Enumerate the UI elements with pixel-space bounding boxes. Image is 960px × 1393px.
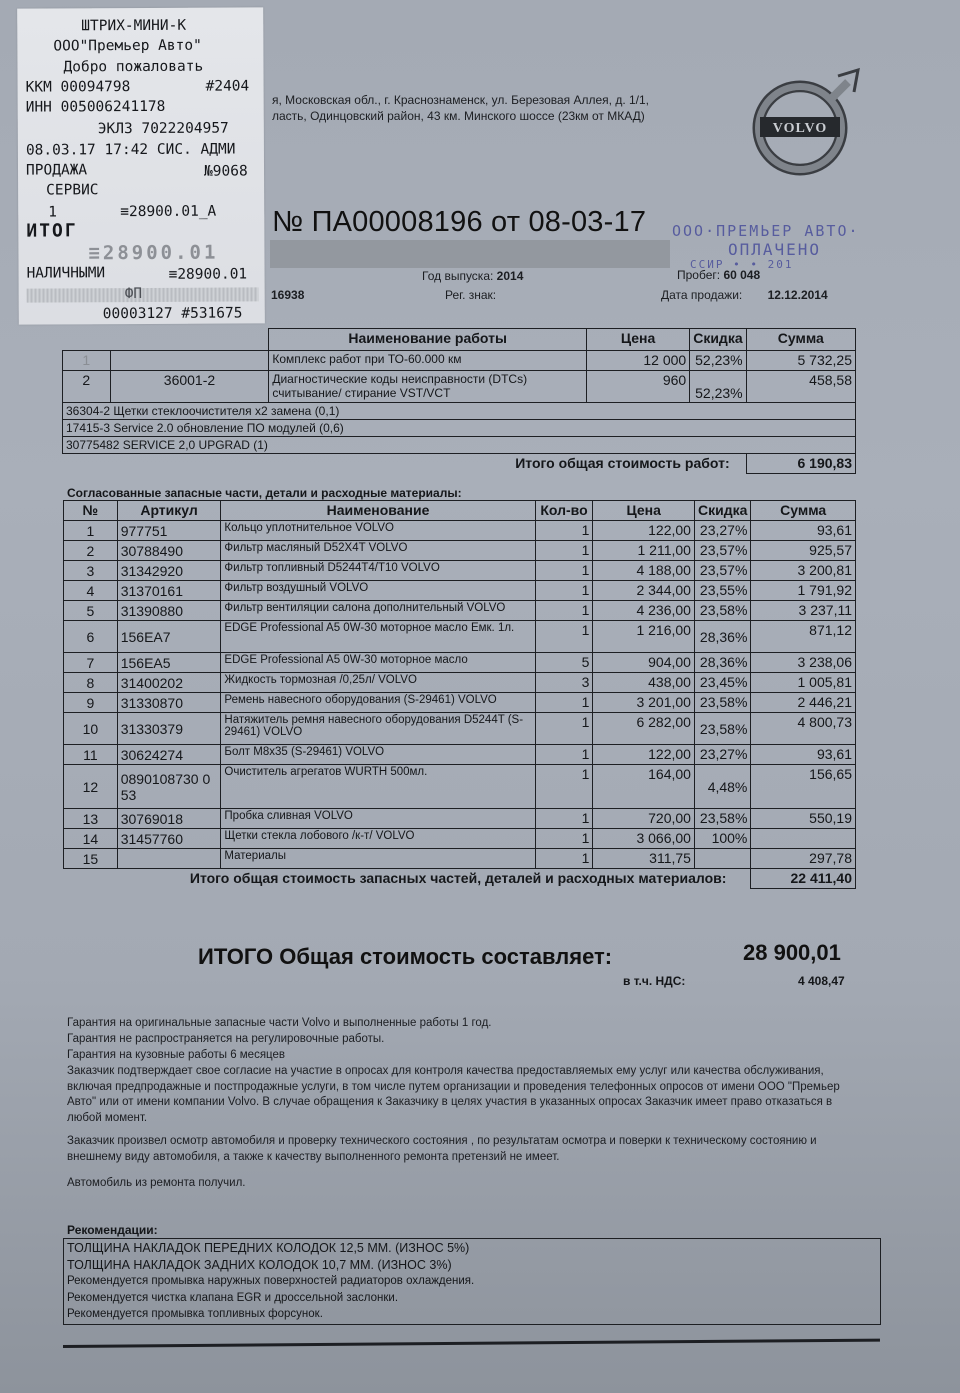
part-price: 2 344,00 — [593, 581, 695, 601]
table-row — [64, 521, 856, 541]
part-qty: 1 — [535, 713, 593, 745]
header-discount: Скидка — [694, 501, 750, 521]
works-total-row — [63, 454, 856, 474]
part-no: 3 — [64, 561, 118, 581]
receipt-greeting: Добро пожаловать — [63, 58, 204, 76]
header-qty: Кол-во — [535, 501, 593, 521]
receipt-fp-label: ФП — [124, 285, 143, 303]
table-row: 1 Комплекс работ при ТО-60.000 км 12 000 52,23% 5 732,25 — [63, 351, 856, 371]
part-name: Щетки стекла лобового /к-т/ VOLVO — [221, 829, 535, 849]
part-price: 1 216,00 — [593, 621, 695, 653]
part-price: 3 066,00 — [593, 829, 695, 849]
part-price: 720,00 — [593, 809, 695, 829]
table-row — [64, 693, 856, 713]
part-sum: 550,19 — [751, 809, 856, 829]
part-sum: 3 200,81 — [751, 561, 856, 581]
receipt-inn: ИНН 005006241178 — [25, 98, 166, 116]
part-qty: 3 — [535, 673, 593, 693]
part-sum: 1 005,81 — [751, 673, 856, 693]
volvo-logo-icon — [746, 62, 864, 180]
recommendations-box — [63, 1238, 881, 1325]
table-row — [64, 601, 856, 621]
part-discount: 23,45% — [694, 673, 750, 693]
part-article: 31400202 — [117, 673, 221, 693]
parts-table — [63, 500, 856, 889]
recommendation-item: Рекомендуется промывка наружных поверхностей радиаторов охлаждения. — [67, 1275, 475, 1287]
part-discount — [694, 849, 750, 869]
part-price: 122,00 — [593, 521, 695, 541]
svg-text:VOLVO: VOLVO — [772, 121, 828, 136]
part-discount: 23,27% — [694, 745, 750, 765]
receipt-total-value: ≡28900.01 — [88, 241, 219, 265]
dealer-address-line-2: ласть, Одинцовский район, 43 км. Минского шоссе (23км от МКАД) — [272, 109, 645, 123]
work-note: 17415-3 Service 2.0 обновление ПО модулей (0,6) — [63, 420, 856, 437]
parts-total-value: 22 411,40 — [751, 869, 856, 889]
part-name: EDGE Professional A5 0W-30 моторное масло — [221, 653, 535, 673]
part-name: Пробка сливная VOLVO — [221, 809, 535, 829]
mileage-value: 60 048 — [723, 268, 761, 282]
part-name: Натяжитель ремня навесного оборудования D5244T (S-29461) VOLVO — [221, 713, 535, 745]
part-no: 2 — [64, 541, 118, 561]
part-sum: 4 800,73 — [751, 713, 856, 745]
part-article: 31342920 — [117, 561, 221, 581]
part-discount: 23,58% — [694, 809, 750, 829]
recommendation-item: Рекомендуется промывка топливных форсунок. — [67, 1308, 323, 1320]
part-discount: 28,36% — [694, 653, 750, 673]
work-sum: 5 732,25 — [746, 351, 855, 371]
work-price: 960 — [586, 371, 689, 403]
part-article: 30624274 — [117, 745, 221, 765]
paid-stamp-company: ООО·ПРЕМЬЕР АВТО· — [672, 222, 860, 240]
part-article: 156EA7 — [117, 621, 221, 653]
part-no: 5 — [64, 601, 118, 621]
work-code: 36001-2 — [110, 371, 269, 403]
receipt-footer: 00003127 #531675 — [102, 305, 243, 323]
part-sum: 156,65 — [751, 765, 856, 809]
part-name: Болт M8x35 (S-29461) VOLVO — [221, 745, 535, 765]
work-discount: 52,23% — [690, 351, 746, 371]
part-name: Фильтр масляный D52X4T VOLVO — [221, 541, 535, 561]
header-work-name: Наименование работы — [269, 329, 587, 351]
warranty-line: Гарантия не распространяется на регулировочные работы. — [67, 1033, 385, 1045]
work-note: 30775482 SERVICE 2,0 UPGRAD (1) — [63, 437, 856, 454]
mileage-field — [677, 268, 760, 282]
part-sum: 925,57 — [751, 541, 856, 561]
part-price: 438,00 — [593, 673, 695, 693]
parts-header-row — [64, 501, 856, 521]
part-price: 904,00 — [593, 653, 695, 673]
mileage-label: Пробег: — [677, 268, 721, 282]
table-row: 2 36001-2 Диагностические коды неисправности (DTCs) считывание/ стирание VST/VCT 960 52,23% 458,58 — [63, 371, 856, 403]
header-no: № — [64, 501, 118, 521]
part-qty: 1 — [535, 849, 593, 869]
part-sum: 93,61 — [751, 745, 856, 765]
part-qty: 1 — [535, 521, 593, 541]
part-name: Фильтр воздушный VOLVO — [221, 581, 535, 601]
works-total-value: 6 190,83 — [746, 454, 855, 474]
part-no: 13 — [64, 809, 118, 829]
part-price: 164,00 — [593, 765, 695, 809]
receipt-cash-label: НАЛИЧНЫМИ — [26, 265, 106, 282]
part-price: 1 211,00 — [593, 541, 695, 561]
part-no: 7 — [64, 653, 118, 673]
part-discount: 100% — [694, 829, 750, 849]
recommendation-item: ТОЛЩИНА НАКЛАДОК ЗАДНИХ КОЛОДОК 10,7 ММ. (ИЗНОС 3%) — [67, 1257, 452, 1272]
part-price: 3 201,00 — [593, 693, 695, 713]
receipt-kkm: ККМ 00094798 — [25, 79, 131, 96]
part-discount: 23,58% — [694, 693, 750, 713]
paid-stamp-status: ОПЛАЧЕНО — [728, 240, 822, 259]
warranty-line: Гарантия на кузовные работы 6 месяцев — [67, 1049, 286, 1061]
part-sum: 871,12 — [751, 621, 856, 653]
part-name: EDGE Professional A5 0W-30 моторное масло Емк. 1л. — [221, 621, 535, 653]
part-no: 11 — [64, 745, 118, 765]
table-row — [64, 621, 856, 653]
work-price: 12 000 — [586, 351, 689, 371]
part-price: 4 188,00 — [593, 561, 695, 581]
part-sum: 93,61 — [751, 521, 856, 541]
receipt-datetime: 08.03.17 17:42 СИС. АДМИ — [25, 141, 236, 159]
table-row — [64, 673, 856, 693]
part-article: 31457760 — [117, 829, 221, 849]
part-no: 14 — [64, 829, 118, 849]
part-no: 9 — [64, 693, 118, 713]
part-qty: 1 — [535, 745, 593, 765]
part-qty: 1 — [535, 693, 593, 713]
work-name: Диагностические коды неисправности (DTCs) считывание/ стирание VST/VCT — [269, 371, 587, 403]
sale-date-label: Дата продажи: — [661, 288, 743, 302]
part-qty: 1 — [535, 829, 593, 849]
part-name: Фильтр вентиляции салона дополнительный VOLVO — [221, 601, 535, 621]
part-qty: 5 — [535, 653, 593, 673]
works-table — [62, 328, 856, 474]
receipt-total-label: ИТОГ — [26, 220, 78, 242]
recommendation-item: Рекомендуется чистка клапана EGR и дроссельной заслонки. — [67, 1291, 399, 1304]
part-qty: 1 — [535, 621, 593, 653]
part-discount: 23,57% — [694, 561, 750, 581]
table-row — [64, 541, 856, 561]
table-row — [64, 561, 856, 581]
table-row — [64, 829, 856, 849]
grand-total-label: ИТОГО Общая стоимость составляет: — [198, 944, 613, 969]
table-row — [64, 745, 856, 765]
warranty-line: Гарантия на оригинальные запасные части Volvo и выполненные работы 1 год. — [67, 1017, 492, 1029]
part-article: 31330379 — [117, 713, 221, 745]
work-discount: 52,23% — [690, 371, 746, 403]
part-discount: 23,58% — [694, 601, 750, 621]
paid-stamp-details: ССИР • • 201 — [690, 258, 794, 271]
work-name: Комплекс работ при ТО-60.000 км — [269, 351, 587, 371]
dealer-address-line-1: я, Московская обл., г. Краснознаменск, ул. Березовая Аллея, д. 1/1, — [272, 93, 650, 107]
header-price: Цена — [593, 501, 695, 521]
part-name: Материалы — [221, 849, 535, 869]
part-qty: 1 — [535, 765, 593, 809]
receipt-device: ШТРИХ-МИНИ-К — [81, 17, 187, 35]
works-header-row — [63, 329, 856, 351]
part-sum: 297,78 — [751, 849, 856, 869]
part-discount: 23,27% — [694, 521, 750, 541]
header-sum: Сумма — [746, 329, 855, 351]
work-note: 36304-2 Щетки стеклоочистителя x2 замена (0,1) — [63, 403, 856, 420]
part-discount: 23,55% — [694, 581, 750, 601]
table-row — [64, 713, 856, 745]
part-discount: 23,58% — [694, 713, 750, 745]
part-qty: 1 — [535, 561, 593, 581]
part-no: 1 — [64, 521, 118, 541]
parts-total-row — [64, 869, 856, 889]
inspection-paragraph: Заказчик произвел осмотр автомобиля и проверку технического состояния , по результатам осмотра и поверки к техническому состоянию и внешнему виду автомобиля, а также к качеству выполненного ремонта претензий не имеет. — [67, 1135, 817, 1163]
part-price: 122,00 — [593, 745, 695, 765]
part-price: 4 236,00 — [593, 601, 695, 621]
header-price: Цена — [586, 329, 689, 351]
reg-label: Рег. знак: — [445, 288, 497, 302]
part-name: Жидкость тормозная /0,25л/ VOLVO — [221, 673, 535, 693]
receipt-kkm-no: #2404 — [205, 78, 250, 95]
year-field — [422, 269, 523, 283]
header-article: Артикул — [117, 501, 221, 521]
part-discount: 4,48% — [694, 765, 750, 809]
receipt-line-sum: ≡28900.01_А — [120, 203, 217, 221]
part-sum: 3 238,06 — [751, 653, 856, 673]
receipt-company: ООО"Премьер Авто" — [53, 37, 202, 55]
part-article: 156EA5 — [117, 653, 221, 673]
receipt-sale-label: ПРОДАЖА — [25, 162, 88, 179]
year-value: 2014 — [496, 269, 524, 283]
part-name: Фильтр топливный D5244T4/T10 VOLVO — [221, 561, 535, 581]
vin-tail: 16938 — [271, 288, 305, 302]
receipt-ekla: ЭКЛЗ 7022204957 — [97, 120, 229, 138]
part-article: 31390880 — [117, 601, 221, 621]
document-title: № ПА00008196 от 08-03-17 — [272, 206, 647, 238]
part-article: 977751 — [117, 521, 221, 541]
header-discount: Скидка — [690, 329, 746, 351]
part-name: Кольцо уплотнительное VOLVO — [221, 521, 535, 541]
part-article — [117, 849, 221, 869]
works-total-label: Итого общая стоимость работ: — [515, 455, 730, 471]
work-sum: 458,58 — [746, 371, 855, 403]
part-no: 15 — [64, 849, 118, 869]
table-row — [64, 581, 856, 601]
part-no: 8 — [64, 673, 118, 693]
table-row — [64, 849, 856, 869]
vat-label: в т.ч. НДС: — [623, 974, 686, 988]
receipt-service: СЕРВИС — [46, 182, 99, 199]
vat-value: 4 408,47 — [798, 974, 845, 988]
part-article: 30769018 — [117, 809, 221, 829]
part-discount: 28,36% — [694, 621, 750, 653]
sale-date-field — [661, 288, 828, 302]
header-name: Наименование — [221, 501, 535, 521]
receipt-line-qty: 1 — [48, 204, 58, 221]
part-article: 0890108730 053 — [117, 765, 221, 809]
parts-total-label: Итого общая стоимость запасных частей, деталей и расходных материалов: — [189, 870, 727, 886]
part-article: 31370161 — [117, 581, 221, 601]
part-article: 30788490 — [117, 541, 221, 561]
part-qty: 1 — [535, 809, 593, 829]
table-row — [64, 809, 856, 829]
parts-section-title: Согласованные запасные части, детали и расходные материалы: — [67, 486, 462, 500]
part-price: 6 282,00 — [593, 713, 695, 745]
part-discount: 23,57% — [694, 541, 750, 561]
part-qty: 1 — [535, 601, 593, 621]
recommendations-title: Рекомендации: — [67, 1223, 158, 1237]
cash-receipt — [17, 7, 265, 324]
receipt-fp-redacted — [27, 287, 259, 302]
year-label: Год выпуска: — [422, 269, 494, 283]
vehicle-received-line: Автомобиль из ремонта получил. — [67, 1177, 246, 1189]
part-sum: 2 446,21 — [751, 693, 856, 713]
signature-line — [63, 1339, 880, 1348]
recommendation-item: ТОЛЩИНА НАКЛАДОК ПЕРЕДНИХ КОЛОДОК 12,5 ММ. (ИЗНОС 5%) — [67, 1241, 470, 1255]
part-no: 10 — [64, 713, 118, 745]
receipt-cash-value: ≡28900.01 — [168, 266, 248, 283]
part-no: 4 — [64, 581, 118, 601]
part-price: 311,75 — [593, 849, 695, 869]
redacted-field — [270, 240, 670, 268]
part-no: 12 — [64, 765, 118, 809]
part-no: 6 — [64, 621, 118, 653]
part-qty: 1 — [535, 581, 593, 601]
part-name: Ремень навесного оборудования (S-29461) VOLVO — [221, 693, 535, 713]
grand-total-value: 28 900,01 — [743, 940, 841, 965]
sale-date-value: 12.12.2014 — [767, 288, 828, 302]
part-sum — [751, 829, 856, 849]
part-qty: 1 — [535, 541, 593, 561]
table-row — [64, 765, 856, 809]
header-sum: Сумма — [751, 501, 856, 521]
part-sum: 3 237,11 — [751, 601, 856, 621]
receipt-sale-no: №9068 — [203, 163, 248, 180]
part-sum: 1 791,92 — [751, 581, 856, 601]
part-name: Очиститель агрегатов WURTH 500мл. — [221, 765, 535, 809]
table-row — [64, 653, 856, 673]
survey-consent-paragraph: Заказчик подтверждает свое согласие на участие в опросах для контроля качества предоставляемых ему услуг или качества обслуживания, включая предпродажные и постпродажные услуги, в том числе путем организации и проведения телефонных опросов от имени ООО "Премьер Авто" или от имени компании Volvo. В случае обращения к Заказчику в целях участия в указанных опросах Заказчик имеет право отказаться в любой момент. — [67, 1065, 840, 1124]
part-article: 31330870 — [117, 693, 221, 713]
